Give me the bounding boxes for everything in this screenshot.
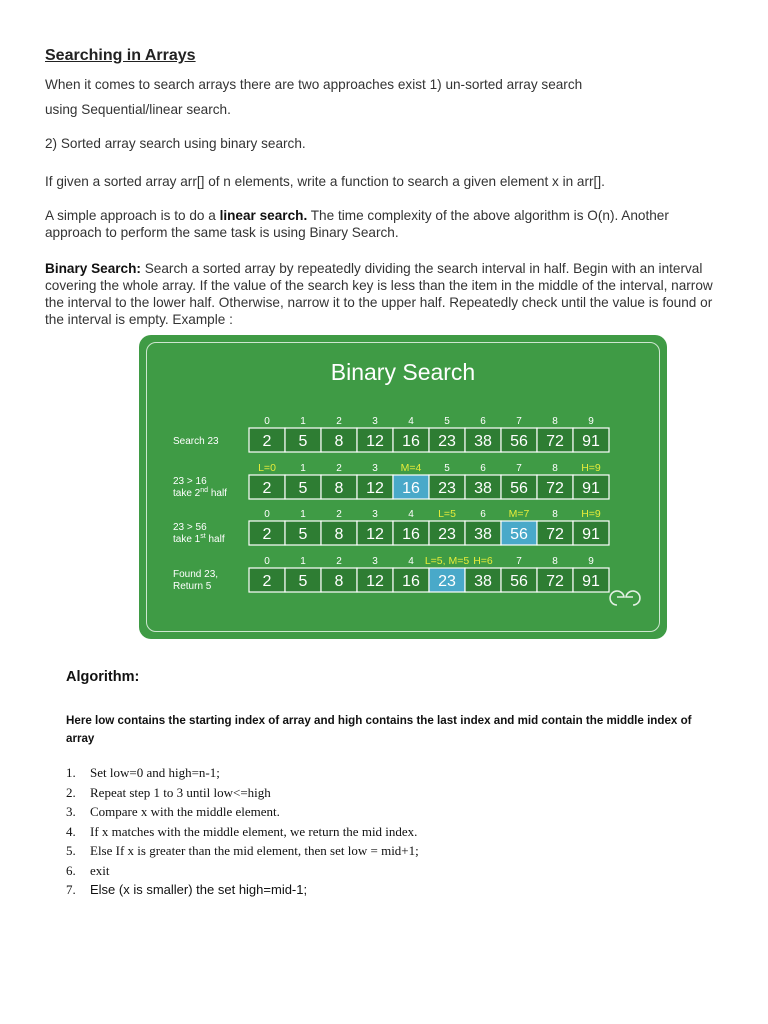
step-number: 2. <box>66 784 76 800</box>
cell-value: 12 <box>366 573 384 590</box>
algorithm-step <box>66 824 716 844</box>
intro-sorted: 2) Sorted array search using binary search. <box>45 136 306 151</box>
cell-value: 16 <box>402 480 420 497</box>
row-label: 23 > 16 <box>173 476 207 487</box>
cell-value: 56 <box>510 573 528 590</box>
pointer-label: H=6 <box>473 555 493 567</box>
step-text: Else If x is greater than the mid element, then set low = mid+1; <box>90 843 419 858</box>
row-label: Return 5 <box>173 581 212 592</box>
cell-value: 23 <box>438 480 456 497</box>
index-label: 3 <box>372 509 378 520</box>
cell-value: 38 <box>474 433 492 450</box>
cell-value: 8 <box>334 573 344 590</box>
row-label: take 2nd half <box>173 487 227 499</box>
cell-value: 72 <box>546 526 564 543</box>
linear-post: The time complexity of the above algorithm is O(n). Another approach to perform the same task is using Binary Search. <box>45 208 669 240</box>
cell-value: 23 <box>438 573 456 590</box>
pointer-label: L=0 <box>258 462 276 474</box>
index-label: 1 <box>300 416 306 427</box>
index-label: 6 <box>480 509 486 520</box>
cell-value: 16 <box>402 526 420 543</box>
index-label: 7 <box>516 556 522 567</box>
pointer-label: M=4 <box>400 462 422 474</box>
cell-value: 56 <box>510 480 528 497</box>
binary-search-figure <box>139 335 667 639</box>
index-label: 3 <box>372 416 378 427</box>
algorithm-step <box>66 882 716 902</box>
index-label: 1 <box>300 556 306 567</box>
cell-value: 5 <box>298 526 308 543</box>
cell-value: 91 <box>582 526 600 543</box>
step-number: 3. <box>66 804 76 819</box>
cell-value: 91 <box>582 480 600 497</box>
algorithm-step <box>66 863 716 883</box>
cell-value: 12 <box>366 433 384 450</box>
index-label: 2 <box>336 416 342 427</box>
index-label: 3 <box>372 556 378 567</box>
index-label: 2 <box>336 463 342 474</box>
index-label: 7 <box>516 463 522 474</box>
index-label: 9 <box>588 556 594 567</box>
cell-value: 8 <box>334 433 344 450</box>
cell-value: 91 <box>582 573 600 590</box>
cell-value: 8 <box>334 526 344 543</box>
index-label: 1 <box>300 463 306 474</box>
index-label: 6 <box>480 463 486 474</box>
step-number: 6. <box>66 862 76 878</box>
cell-value: 2 <box>262 573 272 590</box>
step-number: 7. <box>66 882 76 897</box>
cell-value: 12 <box>366 480 384 497</box>
cell-value: 8 <box>334 480 344 497</box>
linear-search-paragraph <box>45 207 725 241</box>
binary-search-paragraph <box>45 260 725 328</box>
row-label: Search 23 <box>173 436 219 447</box>
algorithm-step <box>66 765 716 785</box>
cell-value: 16 <box>402 433 420 450</box>
step-text: Compare x with the middle element. <box>90 804 280 819</box>
row-label: Found 23, <box>173 569 219 580</box>
cell-value: 12 <box>366 526 384 543</box>
step-text: Repeat step 1 to 3 until low<=high <box>90 784 271 800</box>
cell-value: 2 <box>262 526 272 543</box>
cell-value: 23 <box>438 433 456 450</box>
step-number: 1. <box>66 765 76 780</box>
pointer-label: L=5 <box>438 508 456 520</box>
index-label: 5 <box>444 416 450 427</box>
binary-search-diagram <box>139 335 667 639</box>
row-label: take 1st half <box>173 533 225 545</box>
cell-value: 38 <box>474 526 492 543</box>
cell-value: 72 <box>546 480 564 497</box>
step-text: exit <box>90 862 110 878</box>
index-label: 1 <box>300 509 306 520</box>
cell-value: 16 <box>402 573 420 590</box>
binary-bold: Binary Search: <box>45 261 141 276</box>
problem-statement: If given a sorted array arr[] of n elements, write a function to search a given element x in arr[]. <box>45 174 605 189</box>
index-label: 4 <box>408 416 414 427</box>
index-label: 6 <box>480 416 486 427</box>
index-label: 9 <box>588 416 594 427</box>
algorithm-step <box>66 804 716 824</box>
index-label: 8 <box>552 556 558 567</box>
algorithm-step <box>66 843 716 863</box>
index-label: 3 <box>372 463 378 474</box>
cell-value: 23 <box>438 526 456 543</box>
figure-title: Binary Search <box>330 359 476 385</box>
pointer-label: H=9 <box>581 462 601 474</box>
index-label: 7 <box>516 416 522 427</box>
pointer-label: L=5, M=5 <box>424 555 470 567</box>
algorithm-description: Here low contains the starting index of array and high contains the last index and mid contain the middle index of array <box>66 714 692 745</box>
cell-value: 5 <box>298 573 308 590</box>
cell-value: 38 <box>474 480 492 497</box>
cell-value: 72 <box>546 433 564 450</box>
intro-line-1: When it comes to search arrays there are two approaches exist 1) un-sorted array search <box>45 77 583 92</box>
cell-value: 91 <box>582 433 600 450</box>
cell-value: 2 <box>262 433 272 450</box>
cell-value: 38 <box>474 573 492 590</box>
step-text: Else (x is smaller) the set high=mid-1; <box>90 882 308 897</box>
cell-value: 56 <box>510 526 528 543</box>
index-label: 8 <box>552 463 558 474</box>
index-label: 0 <box>264 416 270 427</box>
cell-value: 2 <box>262 480 272 497</box>
index-label: 4 <box>408 509 414 520</box>
algorithm-title: Algorithm: <box>66 669 140 685</box>
step-number: 5. <box>66 843 76 858</box>
index-label: 8 <box>552 416 558 427</box>
cell-value: 5 <box>298 433 308 450</box>
linear-bold: linear search. <box>219 208 308 223</box>
index-label: 0 <box>264 509 270 520</box>
linear-pre: A simple approach is to do a <box>45 208 220 223</box>
cell-value: 5 <box>298 480 308 497</box>
binary-text: Search a sorted array by repeatedly dividing the search interval in half. Begin with an interval covering the whole array. If the value of the search key is less than the item in the middle of the interval, narrow the interval to the lower half. Otherwise, narrow it to the upper half. Repeatedly check until the value is found or the interval is empty. Example : <box>45 261 713 327</box>
row-label: 23 > 56 <box>173 522 207 533</box>
index-label: 0 <box>264 556 270 567</box>
algorithm-step <box>66 785 716 805</box>
gfg-logo-icon <box>610 591 640 605</box>
cell-value: 72 <box>546 573 564 590</box>
page-title: Searching in Arrays <box>45 47 196 64</box>
index-label: 5 <box>444 463 450 474</box>
index-label: 2 <box>336 509 342 520</box>
step-number: 4. <box>66 823 76 839</box>
index-label: 8 <box>552 509 558 520</box>
index-label: 4 <box>408 556 414 567</box>
cell-value: 56 <box>510 433 528 450</box>
step-text: If x matches with the middle element, we return the mid index. <box>90 823 418 839</box>
intro-line-2: using Sequential/linear search. <box>45 102 231 117</box>
pointer-label: H=9 <box>581 508 601 520</box>
step-text: Set low=0 and high=n-1; <box>90 765 220 780</box>
algorithm-steps <box>66 765 716 902</box>
pointer-label: M=7 <box>508 508 530 520</box>
index-label: 2 <box>336 556 342 567</box>
